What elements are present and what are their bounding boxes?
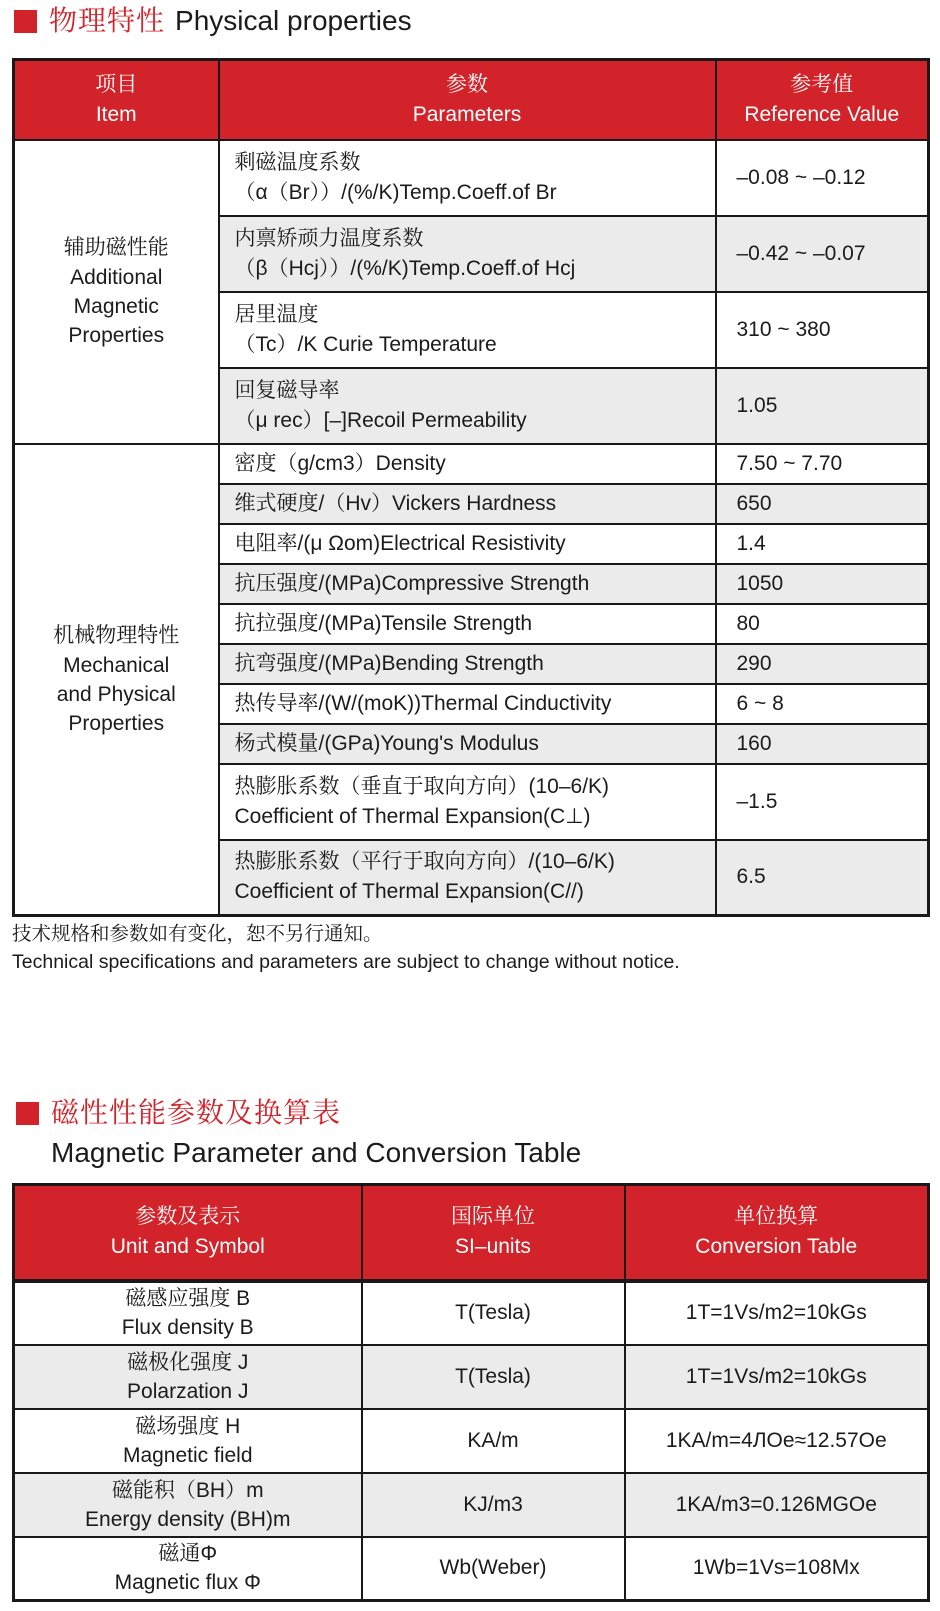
section2-title (16, 1096, 581, 1170)
quantity-cell (14, 1345, 362, 1409)
footnote-zh: 技术规格和参数如有变化，恕不另行通知。 (12, 923, 383, 945)
table1-header-item (14, 60, 219, 140)
footnote (12, 920, 680, 976)
quantity-cell (14, 1409, 362, 1473)
conversion-cell: 1KA/m3=0.126MGOe (625, 1473, 929, 1537)
header-param-zh: 参数 (446, 72, 488, 96)
unit-cell: T(Tesla) (362, 1345, 625, 1409)
header-c2-en: SI–units (455, 1235, 531, 1259)
quantity-zh: 磁极化强度 J (127, 1350, 249, 1374)
group-b-label-zh: 机械物理特性 (53, 623, 180, 647)
param-cell (219, 604, 716, 644)
param-zh: 杨式模量/(GPa)Young's Modulus (234, 731, 539, 755)
param-cell (219, 368, 716, 444)
value-cell: 160 (716, 724, 929, 764)
param-cell (219, 684, 716, 724)
quantity-en: Magnetic flux Φ (114, 1571, 261, 1595)
param-zh: 居里温度 (234, 302, 319, 326)
param-zh: 热膨胀系数（垂直于取向方向）(10–6/K) (234, 774, 610, 798)
header-item-en: Item (95, 102, 137, 126)
value-cell: –1.5 (716, 764, 929, 840)
group-a-label-cell (14, 140, 219, 444)
value-cell: 80 (716, 604, 929, 644)
section1-title-en: Physical properties (175, 5, 412, 36)
header-c3-en: Conversion Table (695, 1235, 858, 1259)
param-cell (219, 444, 716, 484)
group-b-label-cell (14, 444, 219, 916)
table1-header-row (14, 60, 929, 140)
table-row (14, 1409, 929, 1473)
param-cell (219, 524, 716, 564)
value-cell: 6.5 (716, 840, 929, 916)
param-zh: 抗压强度/(MPa)Compressive Strength (234, 571, 590, 595)
conversion-cell: 1KA/m=4ЛOe≈12.57Oe (625, 1409, 929, 1473)
quantity-cell (14, 1281, 362, 1345)
table-row (14, 1537, 929, 1601)
red-square-bullet-icon (14, 10, 37, 33)
value-cell: 1.05 (716, 368, 929, 444)
table-row (14, 1281, 929, 1345)
param-en: Coefficient of Thermal Expansion(C⊥) (234, 804, 591, 828)
value-cell: 6 ~ 8 (716, 684, 929, 724)
param-zh: 回复磁导率 (234, 378, 340, 402)
header-c2-zh: 国际单位 (451, 1205, 535, 1229)
param-en: （Tc）/K Curie Temperature (234, 332, 497, 356)
conversion-table (12, 1183, 930, 1602)
physical-properties-table (12, 58, 930, 917)
param-cell (219, 140, 716, 216)
param-cell (219, 484, 716, 524)
value-cell: –0.08 ~ –0.12 (716, 140, 929, 216)
group-a-label-zh: 辅助磁性能 (63, 236, 169, 259)
param-zh: 抗弯强度/(MPa)Bending Strength (234, 651, 544, 675)
table-row (14, 140, 929, 216)
section2-title-en: Magnetic Parameter and Conversion Table (51, 1137, 582, 1168)
param-zh: 热传导率/(W/(moK))Thermal Cinductivity (234, 691, 612, 715)
value-cell: 7.50 ~ 7.70 (716, 444, 929, 484)
param-zh: 剩磁温度系数 (234, 150, 361, 174)
section1-title (14, 4, 412, 38)
quantity-zh: 磁能积（BH）m (111, 1478, 264, 1502)
param-cell (219, 724, 716, 764)
param-cell (219, 216, 716, 292)
group-b-label-en: Mechanical and Physical Properties (56, 653, 176, 735)
footnote-en: Technical specifications and parameters are subject to change without notice. (12, 951, 680, 973)
quantity-en: Energy density (BH)m (85, 1507, 291, 1531)
section1-title-zh: 物理特性 (49, 5, 166, 36)
group-a-label-en: Additional Magnetic Properties (68, 266, 165, 347)
param-cell (219, 644, 716, 684)
table-row (14, 444, 929, 484)
quantity-cell (14, 1537, 362, 1601)
quantity-en: Magnetic field (122, 1443, 253, 1467)
param-cell (219, 764, 716, 840)
value-cell: 290 (716, 644, 929, 684)
value-cell: 1.4 (716, 524, 929, 564)
table1-header-parameters (219, 60, 716, 140)
param-cell (219, 564, 716, 604)
table2-header-si-units (362, 1185, 625, 1281)
red-square-bullet-icon (16, 1102, 39, 1125)
quantity-cell (14, 1473, 362, 1537)
unit-cell: T(Tesla) (362, 1281, 625, 1345)
param-zh: 内禀矫顽力温度系数 (234, 226, 424, 250)
header-c3-zh: 单位换算 (734, 1205, 819, 1229)
table-row (14, 1473, 929, 1537)
conversion-cell: 1T=1Vs/m2=10kGs (625, 1345, 929, 1409)
unit-cell: KJ/m3 (362, 1473, 625, 1537)
unit-cell: Wb(Weber) (362, 1537, 625, 1601)
param-cell (219, 840, 716, 916)
table-row (14, 1345, 929, 1409)
param-en: （β（Hcj））/(%/K)Temp.Coeff.of Hcj (234, 256, 576, 280)
quantity-zh: 磁感应强度 B (125, 1287, 251, 1310)
value-cell: 1050 (716, 564, 929, 604)
table2-header-row (14, 1185, 929, 1281)
header-ref-en: Reference Value (744, 102, 900, 126)
conversion-cell: 1T=1Vs/m2=10kGs (625, 1281, 929, 1345)
param-en: （μ rec）[–]Recoil Permeability (234, 408, 527, 432)
param-en: Coefficient of Thermal Expansion(C//) (234, 880, 584, 904)
quantity-zh: 磁通Φ (158, 1542, 218, 1566)
header-c1-en: Unit and Symbol (110, 1235, 265, 1259)
quantity-en: Polarzation J (127, 1379, 249, 1403)
quantity-zh: 磁场强度 H (135, 1414, 241, 1438)
section2-title-zh: 磁性性能参数及换算表 (51, 1097, 342, 1128)
value-cell: –0.42 ~ –0.07 (716, 216, 929, 292)
param-zh: 维式硬度/（Hv）Vickers Hardness (234, 491, 557, 515)
header-item-zh: 项目 (95, 72, 138, 96)
param-en: （α（Br））/(%/K)Temp.Coeff.of Br (234, 180, 557, 204)
header-c1-zh: 参数及表示 (135, 1205, 241, 1229)
value-cell: 650 (716, 484, 929, 524)
param-zh: 抗拉强度/(MPa)Tensile Strength (234, 611, 533, 635)
header-param-en: Parameters (412, 102, 522, 126)
table1-header-reference (716, 60, 929, 140)
quantity-en: Flux density B (121, 1316, 254, 1339)
table2-header-unit-symbol (14, 1185, 362, 1281)
table2-header-conversion (625, 1185, 929, 1281)
conversion-cell: 1Wb=1Vs=108Mx (625, 1537, 929, 1601)
value-cell: 310 ~ 380 (716, 292, 929, 368)
param-zh: 热膨胀系数（平行于取向方向）/(10–6/K) (234, 850, 615, 874)
param-cell (219, 292, 716, 368)
header-ref-zh: 参考值 (790, 72, 854, 96)
param-zh: 电阻率/(μ Ωom)Electrical Resistivity (234, 531, 566, 555)
param-zh: 密度（g/cm3）Density (234, 451, 446, 475)
unit-cell: KA/m (362, 1409, 625, 1473)
